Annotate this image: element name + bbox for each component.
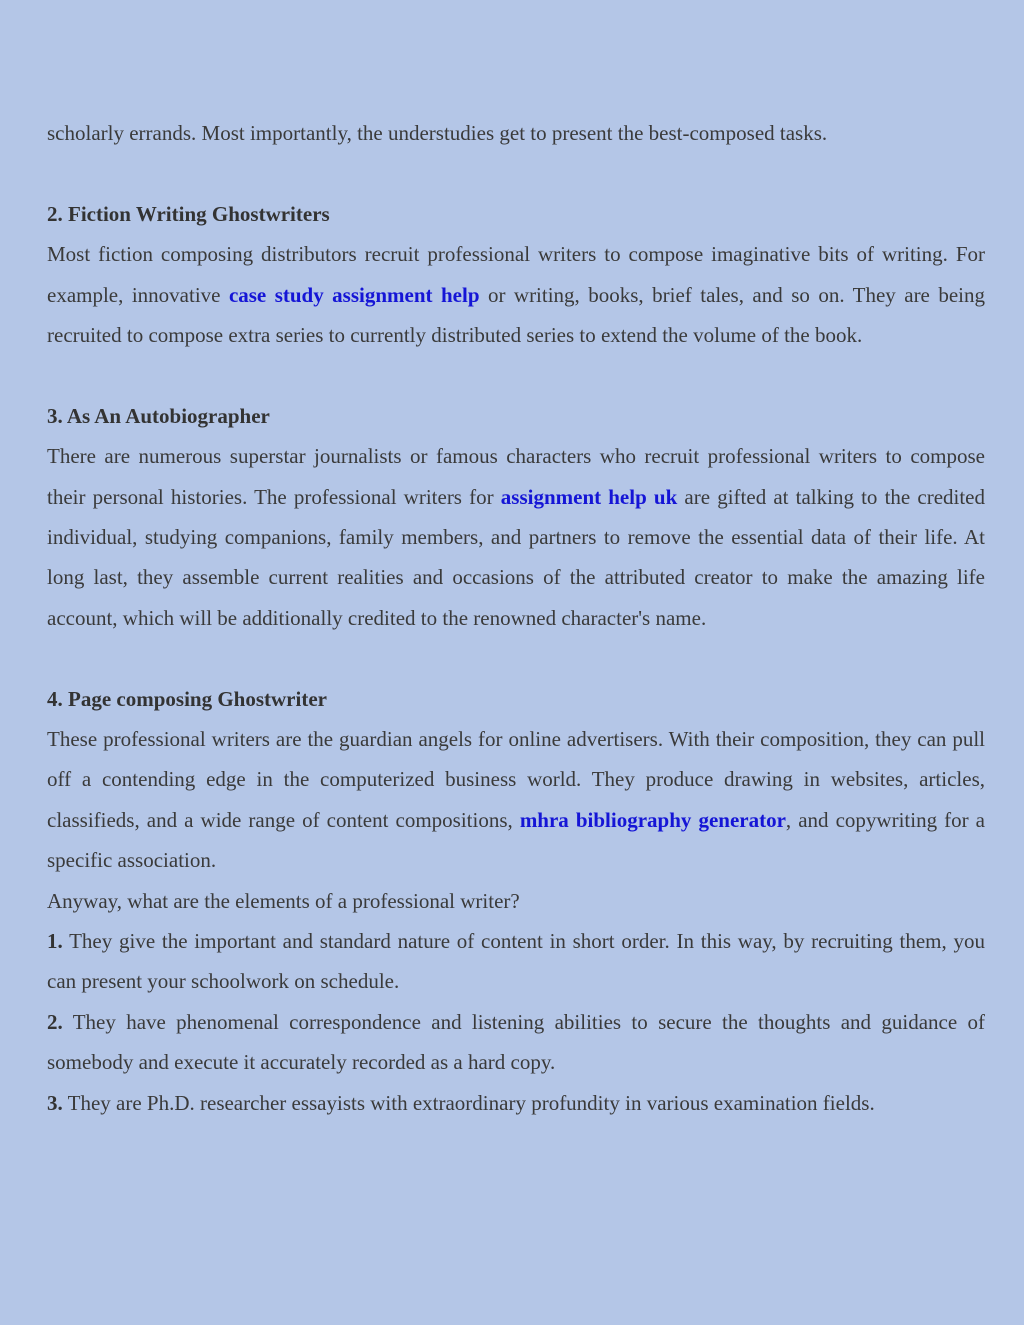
- section-heading-autobiographer: 3. As An Autobiographer: [47, 403, 270, 428]
- spacer: [47, 153, 985, 193]
- spacer: [47, 355, 985, 395]
- document-body: [47, 113, 985, 1123]
- section-paragraph-fiction: [47, 234, 985, 355]
- element-item-3: [47, 1083, 985, 1123]
- intro-paragraph: scholarly errands. Most importantly, the understudies get to present the best-composed tasks.: [47, 121, 828, 145]
- section-heading-page-composing: 4. Page composing Ghostwriter: [47, 686, 327, 711]
- element-item-1: [47, 921, 985, 1002]
- spacer: [47, 638, 985, 678]
- section-paragraph-page-composing: [47, 719, 985, 881]
- element-number: 3.: [47, 1090, 63, 1115]
- assignment-help-uk-link[interactable]: assignment help uk: [500, 484, 678, 509]
- element-item-2: [47, 1002, 985, 1083]
- element-text: They have phenomenal correspondence and listening abilities to secure the thoughts and guidance of somebody and execute it accurately recorded as a hard copy.: [47, 1009, 985, 1075]
- paragraph-text: There are numerous superstar journalists or famous characters who recruit professional writers to compose their personal histories. The professional writers for: [47, 444, 985, 509]
- element-text: They give the important and standard nature of content in short order. In this way, by recruiting them, you can present your schoolwork on schedule.: [47, 929, 985, 994]
- case-study-assignment-help-link[interactable]: case study assignment help: [228, 282, 480, 307]
- element-number: 2.: [47, 1009, 63, 1034]
- mhra-bibliography-generator-link[interactable]: mhra bibliography generator: [519, 807, 786, 832]
- paragraph-text: , and copywriting for a specific association.: [47, 807, 985, 873]
- paragraph-text: or writing, books, brief tales, and so on. They are being recruited to compose extra series to currently distributed series to extend the volume of the book.: [47, 282, 985, 348]
- element-number: 1.: [47, 929, 63, 954]
- section-paragraph-autobiographer: [47, 436, 985, 638]
- elements-question: Anyway, what are the elements of a professional writer?: [47, 888, 520, 913]
- paragraph-text: Most fiction composing distributors recruit professional writers to compose imaginative bits of writing. For example, innovative: [47, 242, 985, 307]
- section-heading-fiction: 2. Fiction Writing Ghostwriters: [47, 201, 330, 226]
- paragraph-text: These professional writers are the guardian angels for online advertisers. With their composition, they can pull off a contending edge in the computerized business world. They produce drawing in websites, articles, classifieds, and a wide range of content compositions,: [47, 727, 985, 832]
- element-text: They are Ph.D. researcher essayists with extraordinary profundity in various examination fields.: [62, 1090, 875, 1115]
- paragraph-text: are gifted at talking to the credited individual, studying companions, family members, and partners to remove the essential data of their life. At long last, they assemble current realities and occasions of the attributed creator to make the amazing life account, which will be additionally credited to the renowned character's name.: [47, 484, 986, 630]
